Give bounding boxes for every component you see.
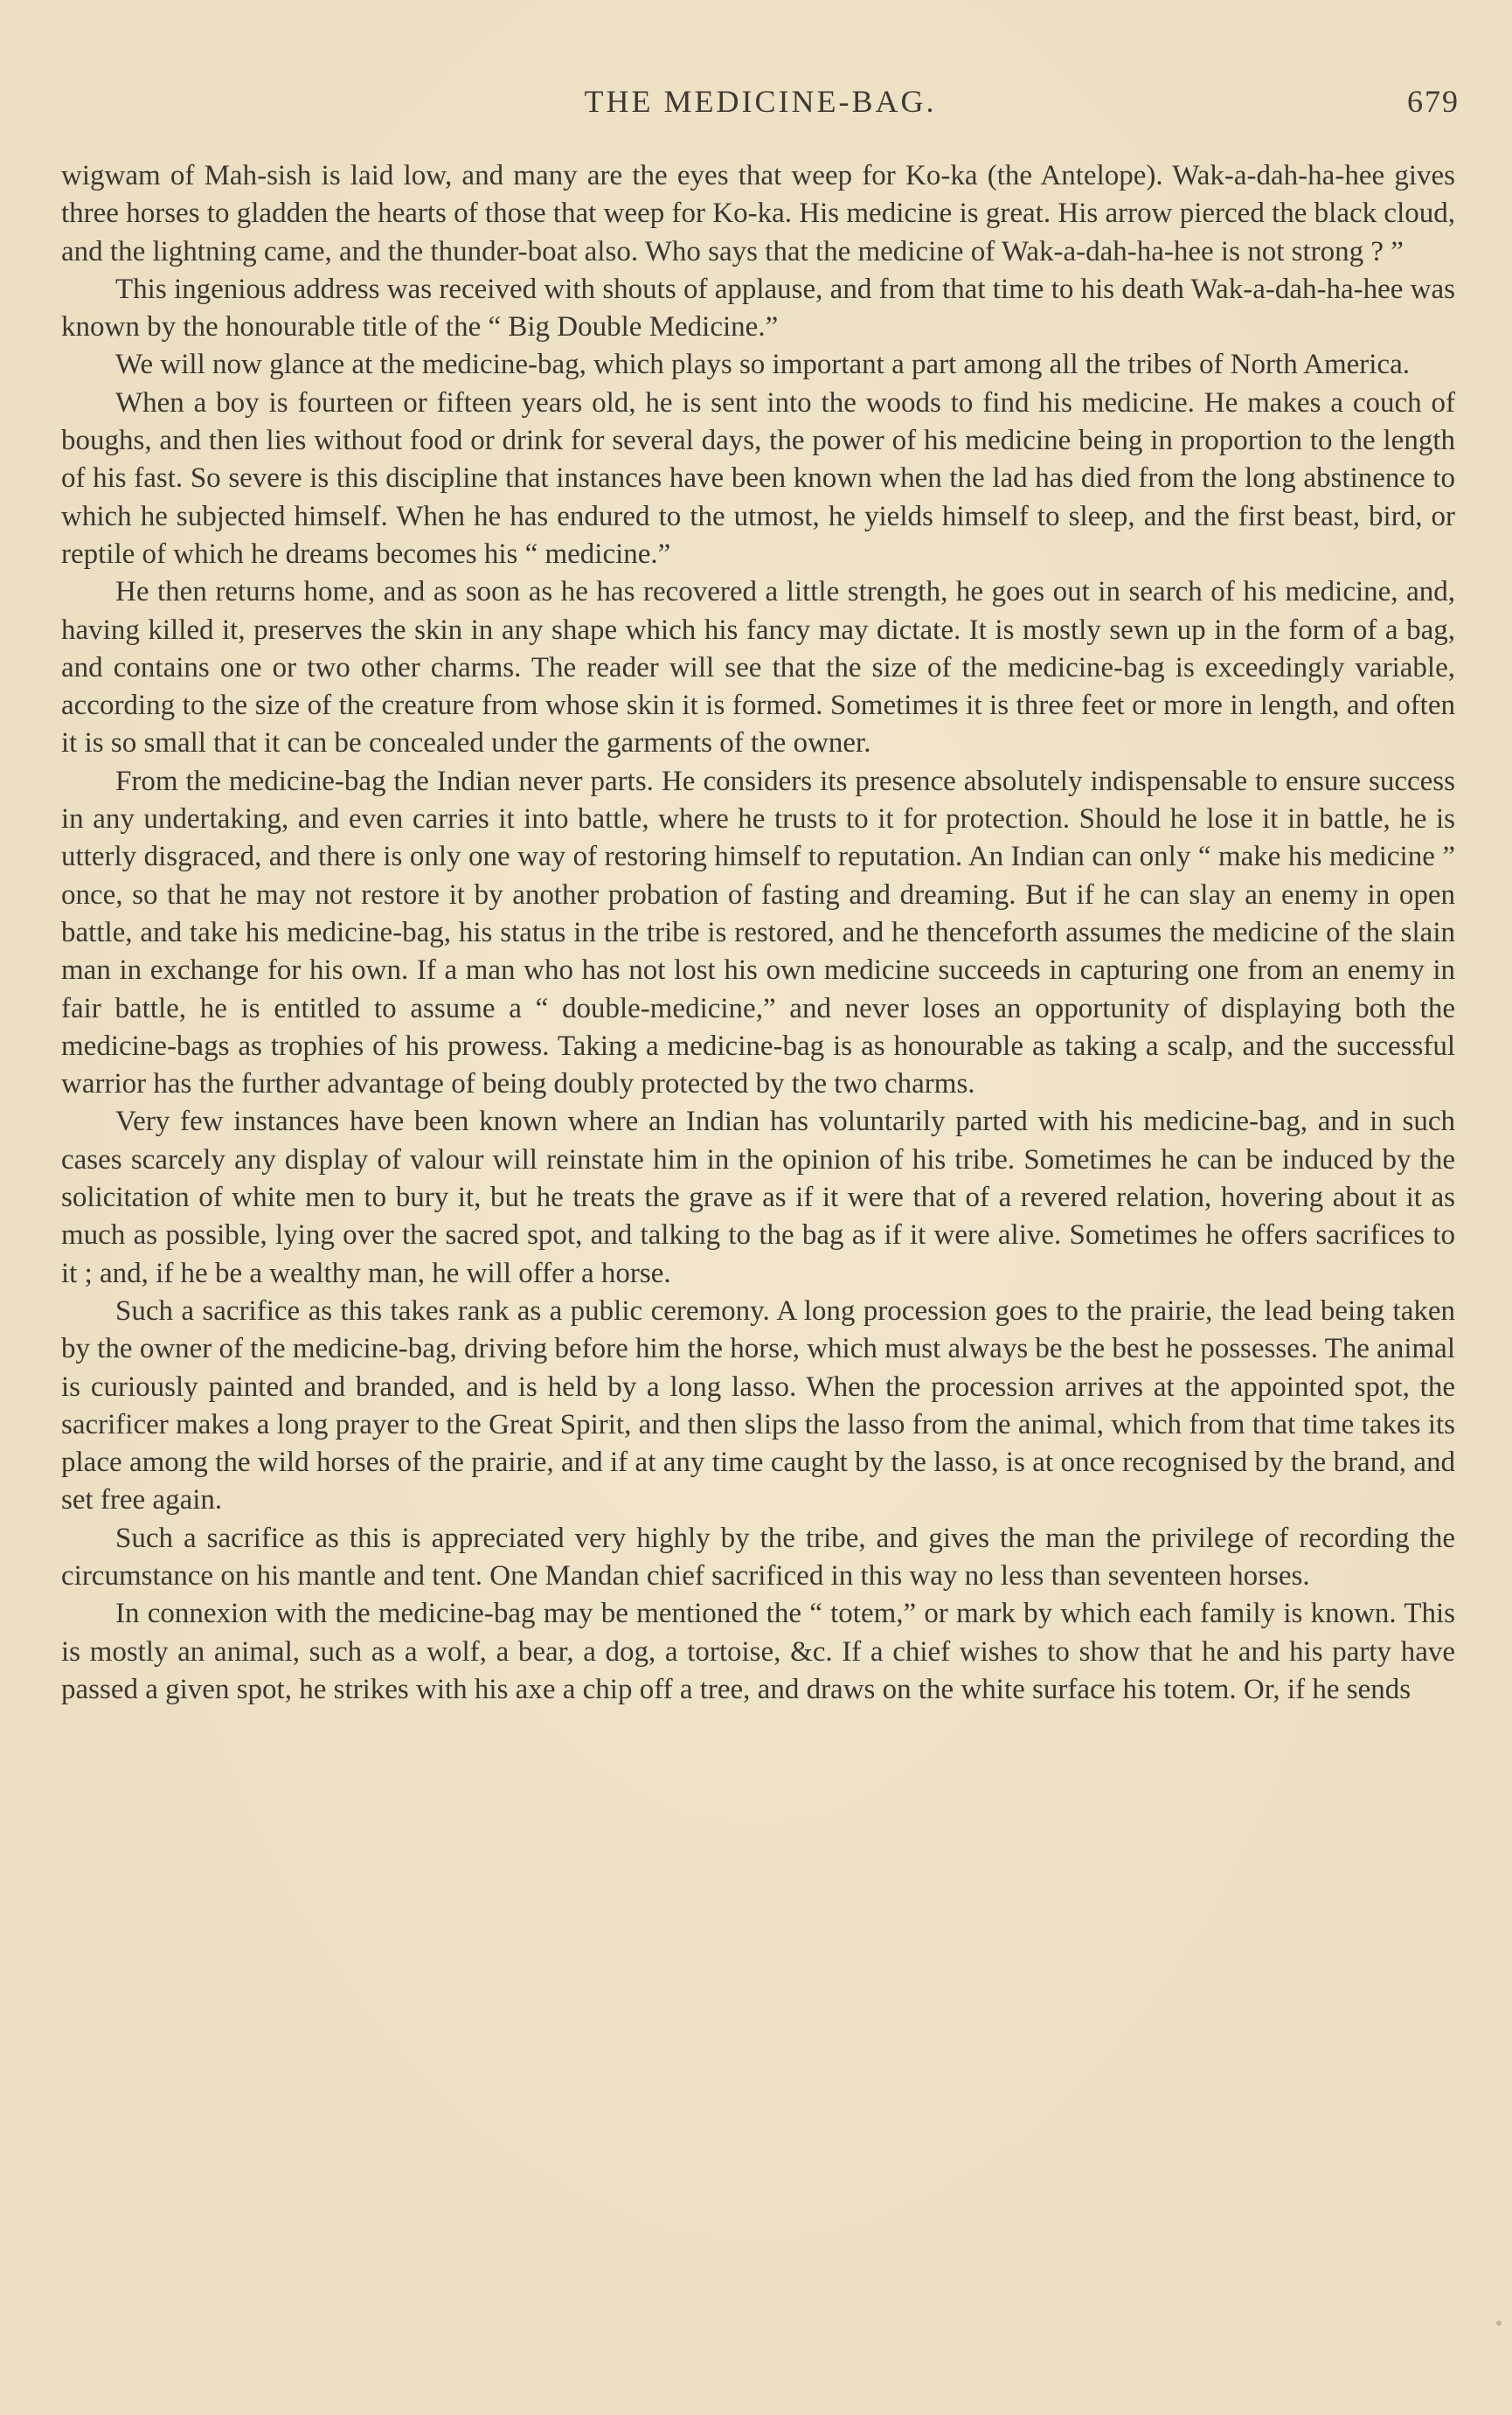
paragraph: Such a sacrifice as this takes rank as a public ceremony. A long procession goes to the prairie, the lead being taken by the owner of the medicine-bag, driving before him the horse, which must always be the best he possesses. The animal is curiously painted and branded, and is held by a long lasso. When the procession arrives at the appointed spot, the sacrificer makes a long prayer to the Great Spirit, and then slips the lasso from the animal, which from that time takes its place among the wild horses of the prairie, and if at any time caught by the lasso, is at once recognised by the brand, and set free again. xyxy=(61,1294,1455,1516)
body-text xyxy=(61,157,1455,1709)
paper-speckle xyxy=(1496,2321,1502,2326)
running-head xyxy=(61,83,1460,127)
paragraph: We will now glance at the medicine-bag, which plays so important a part among all the tribes of North America. xyxy=(115,349,1410,381)
paragraph-continued: wigwam of Mah-sish is laid low, and many are the eyes that weep for Ko-ka (the Antelope). Wak-a-dah-ha-hee gives three horses to gladden the hearts of those that weep for Ko-ka. His medicine is great. His arrow pierced the black cloud, and the lightning came, and the thunder-boat also. Who says that the medicine of Wak-a-dah-ha-hee is not strong ? ” xyxy=(61,160,1455,267)
paragraph: Such a sacrifice as this is appreciated very highly by the tribe, and gives the man the privilege of recording the circumstance on his mantle and tent. One Mandan chief sacrificed in this way no less than seventeen horses. xyxy=(61,1522,1455,1592)
paragraph: In connexion with the medicine-bag may be mentioned the “ totem,” or mark by which each family is known. This is mostly an animal, such as a wolf, a bear, a dog, a tortoise, &c. If a chief wishes to show that he and his party have passed a given spot, he strikes with his axe a chip off a tree, and draws on the white surface his totem. Or, if he sends xyxy=(61,1598,1455,1705)
paragraph: He then returns home, and as soon as he has recovered a little strength, he goes out in search of his medicine, and, having killed it, preserves the skin in any shape which his fancy may dictate. It is mostly sewn up in the form of a bag, and contains one or two other charms. The reader will see that the size of the medicine-bag is exceedingly variable, according to the size of the creature from whose skin it is formed. Sometimes it is three feet or more in length, and often it is so small that it can be concealed under the garments of the owner. xyxy=(61,576,1455,760)
paragraph: Very few instances have been known where an Indian has voluntarily parted with his medicine-bag, and in such cases scarcely any display of valour will reinstate him in the opinion of his tribe. Sometimes he can be induced by the solicitation of white men to bury it, but he treats the grave as if it were that of a revered relation, hovering about it as much as possible, lying over the sacred spot, and talking to the bag as if it were alive. Sometimes he offers sacrifices to it ; and, if he be a wealthy man, he will offer a horse. xyxy=(61,1106,1455,1289)
paragraph: When a boy is fourteen or fifteen years old, he is sent into the woods to find his medicine. He makes a couch of boughs, and then lies without food or drink for several days, the power of his medicine being in proportion to the length of his fast. So severe is this discipline that instances have been known when the lad has died from the long abstinence to which he subjected himself. When he has endured to the utmost, he yields himself to sleep, and the first beast, bird, or reptile of which he dreams becomes his “ medicine.” xyxy=(61,386,1455,570)
paragraph: From the medicine-bag the Indian never parts. He considers its presence absolutely indispensable to ensure success in any undertaking, and even carries it into battle, where he trusts to it for protection. Should he lose it in battle, he is utterly disgraced, and there is only one way of restoring himself to reputation. An Indian can only “ make his medicine ” once, so that he may not restore it by another probation of fasting and dreaming. But if he can slay an enemy in open battle, and take his medicine-bag, his status in the tribe is restored, and he thenceforth assumes the medicine of the slain man in exchange for his own. If a man who has not lost his own medicine succeeds in capturing one from an enemy in fair battle, he is entitled to assume a “ double-medicine,” and never loses an opportunity of displaying both the medicine-bags as trophies of his prowess. Taking a medicine-bag is as honourable as taking a scalp, and the successful warrior has the further advantage of being doubly protected by the two charms. xyxy=(61,765,1455,1100)
running-title: THE MEDICINE-BAG. xyxy=(584,84,937,119)
paragraph: This ingenious address was received with shouts of applause, and from that time to his death Wak-a-dah-ha-hee was known by the honourable title of the “ Big Double Medicine.” xyxy=(61,273,1455,344)
page-number: 679 xyxy=(1407,84,1460,119)
